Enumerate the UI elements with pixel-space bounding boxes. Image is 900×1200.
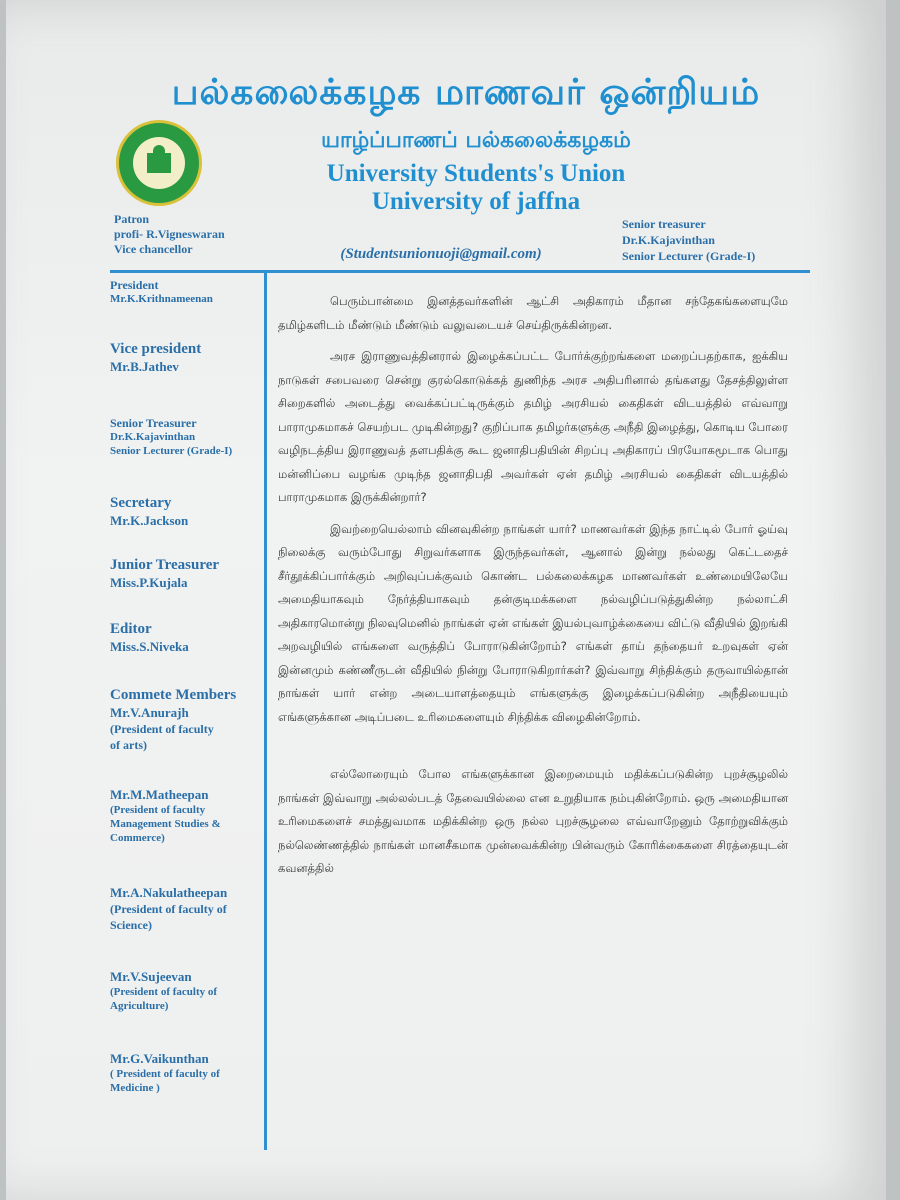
officer-name: Mr.V.Anurajh [110, 705, 189, 720]
subtitle-english: University of jaffna [371, 188, 581, 215]
body-paragraph: அரச இராணுவத்தினரால் இழைக்கப்பட்ட போர்க்குற்றங்களை மறைப்பதற்காக, ஐக்கிய நாடுகள் சபைவரை சென்று குரல்கொடுக்கத் துணிந்த அரச அதிபரினால் தங்களது தேசத்திலுள்ள சிறைகளில் அடைத்து வைக்கப்பட்டிருக்கும் தமிழ் அரசியல் கைதிகள் விடயத்தில் எவ்வாறு பாராமுகமாகச் செயற்பட முடிகின்றது? குறிப்பாக தமிழர்களுக்கு அநீதி இழைத்து, கொடிய போரை வழிநடத்திய இராணுவத் தளபதிக்கு கூட ஜனாதிபதியின் சிறப்பு அதிகாரப் பிரயோகமூடாக பொது மன்னிப்பை வழங்க முடிந்த ஜனாதிபதி அவர்கள் ஏன் தமிழ் அரசியல் கைதிகள் விடயத்தில் பாராமுகமாக இருக்கின்றார்? [278, 349, 788, 504]
body-paragraph: பெரும்பான்மை இனத்தவர்களின் ஆட்சி அதிகாரம் மீதான சந்தேகங்களையுமே தமிழ்களிடம் மீண்டும் மீண்டும் வலுவடையச் செய்திருக்கின்றன. [278, 294, 788, 332]
officer-role: Senior Treasurer [110, 416, 197, 430]
officer-role: Vice president [110, 341, 202, 357]
officer-name: Mr.K.Jackson [110, 513, 189, 528]
officer-role: Junior Treasurer [110, 557, 220, 573]
officer-name: Mr.V.Sujeevan [110, 969, 192, 984]
officer-desc: (President of faculty of Agriculture) [110, 986, 218, 1012]
sidebar-item-medicine [110, 1050, 270, 1095]
sidebar-item-president [110, 278, 270, 306]
patron-role: Patron [114, 212, 150, 226]
senior-treasurer-block [622, 216, 822, 264]
officer-desc: ( President of faculty of Medicine ) [110, 1068, 220, 1094]
union-email: (Studentsunionuoji@gmail.com) [340, 246, 542, 262]
officer-name: Mr.B.Jathev [110, 359, 179, 374]
patron-name: profi- R.Vigneswaran [114, 227, 225, 241]
sidebar-item-secretary [110, 494, 270, 529]
sidebar-item-agriculture [110, 968, 270, 1013]
sidebar-item-editor [110, 620, 270, 655]
logo-emblem [133, 137, 185, 189]
letter-body [278, 290, 788, 889]
patron-block [114, 212, 294, 257]
officer-name: Mr.K.Krithnameenan [110, 293, 213, 305]
sidebar-item-management [110, 786, 270, 845]
officer-role: Secretary [110, 495, 172, 511]
officer-name: Dr.K.Kajavinthan [110, 431, 196, 443]
title-tamil: பல்கலைக்கழக மாணவர் ஒன்றியம் [171, 72, 761, 113]
sidebar-item-committee [110, 686, 270, 753]
officer-role: Commete Members [110, 687, 237, 703]
officer-desc: (President of faculty Management Studies & Commerce) [110, 804, 221, 844]
logo-building-shape [147, 153, 171, 173]
officer-name: Mr.A.Nakulatheepan [110, 885, 228, 900]
letterhead-page [6, 0, 886, 1200]
officer-role: President [110, 278, 159, 292]
header-divider [110, 270, 810, 273]
officer-role: Editor [110, 621, 152, 637]
title-english: University Students's Union [326, 160, 626, 187]
officer-desc: (President of faculty of Science) [110, 902, 227, 932]
sidebar-item-science [110, 884, 270, 933]
body-paragraph: எல்லோரையும் போல எங்களுக்கான இறைமையும் மதிக்கப்படுகின்ற புறச்சூழலில் நாங்கள் இவ்வாறு அல்லல்படத் தேவையில்லை என உறுதியாக நம்புகின்றோம். ஒரு அமைதியான உரிமைகளைச் சமத்துவமாக மதிக்கின்ற ஒரு நல்ல புறச்சூழலை எவ்வாறேனும் தோற்றுவிக்கும் நல்லெண்ணத்தில் நாங்கள் மானசீகமாக முன்வைக்கின்ற பின்வரும் கோரிக்கைகளை சிரத்தையுடன் கவனத்தில் [278, 767, 788, 875]
officer-name: Miss.P.Kujala [110, 575, 188, 590]
sidebar-item-senior-treasurer [110, 416, 270, 458]
officer-desc: Senior Lecturer (Grade-I) [110, 445, 233, 457]
sidebar-item-junior-treasurer [110, 556, 270, 591]
senior-treasurer-name: Dr.K.Kajavinthan [622, 233, 715, 247]
body-paragraph: இவற்றையெல்லாம் வினவுகின்ற நாங்கள் யார்? மாணவர்கள் இந்த நாட்டில் போர் ஓய்வு நிலைக்கு வரும்போது சிறுவர்களாக இருந்தவர்கள், ஆனால் இன்று நல்லது கெட்டதைச் சீர்தூக்கிப்பார்க்கும் அறிவுப்பக்குவம் கொண்ட பல்கலைக்கழக மாணவர்கள் உண்மையிலேயே அமைதியாகவும் நேர்த்தியாகவும் தன்குடிமக்களை நல்வழிப்படுத்துகின்ற நல்லாட்சி அதிகாரமொன்று நிலவுமெனில் நாங்கள் ஏன் எங்கள் இயல்புவாழ்க்கையை விட்டு வீதியில் இறங்கி அறவழியில் எங்களை வருத்திப் போராடுகின்றோம்? எங்கள் தாய் தந்தையர் உறவுகள் ஏன் இன்னமும் கண்ணீருடன் வீதியில் நின்று போராடுகிறார்கள்? இவ்வாறு சிந்திக்கும் தருவாயில்தான் நாங்கள் யார் என்ற அடையாளத்தையும் எங்களுக்கு இழைக்கப்படுகின்ற அநீதியையும் எங்களுக்கான அடிப்படை உரிமைகளையும் சிந்திக்க விழைகின்றோம். [278, 521, 788, 724]
patron-title: Vice chancellor [114, 242, 193, 256]
officer-name: Mr.M.Matheepan [110, 787, 209, 802]
university-logo [116, 120, 202, 206]
senior-treasurer-title: Senior Lecturer (Grade-I) [622, 249, 756, 263]
subtitle-tamil: யாழ்ப்பாணப் பல்கலைக்கழகம் [321, 128, 631, 153]
officer-name: Miss.S.Niveka [110, 639, 189, 654]
senior-treasurer-role: Senior treasurer [622, 217, 706, 231]
officer-desc: (President of faculty of arts) [110, 722, 214, 752]
sidebar-item-vice-president [110, 340, 270, 375]
officer-name: Mr.G.Vaikunthan [110, 1051, 209, 1066]
